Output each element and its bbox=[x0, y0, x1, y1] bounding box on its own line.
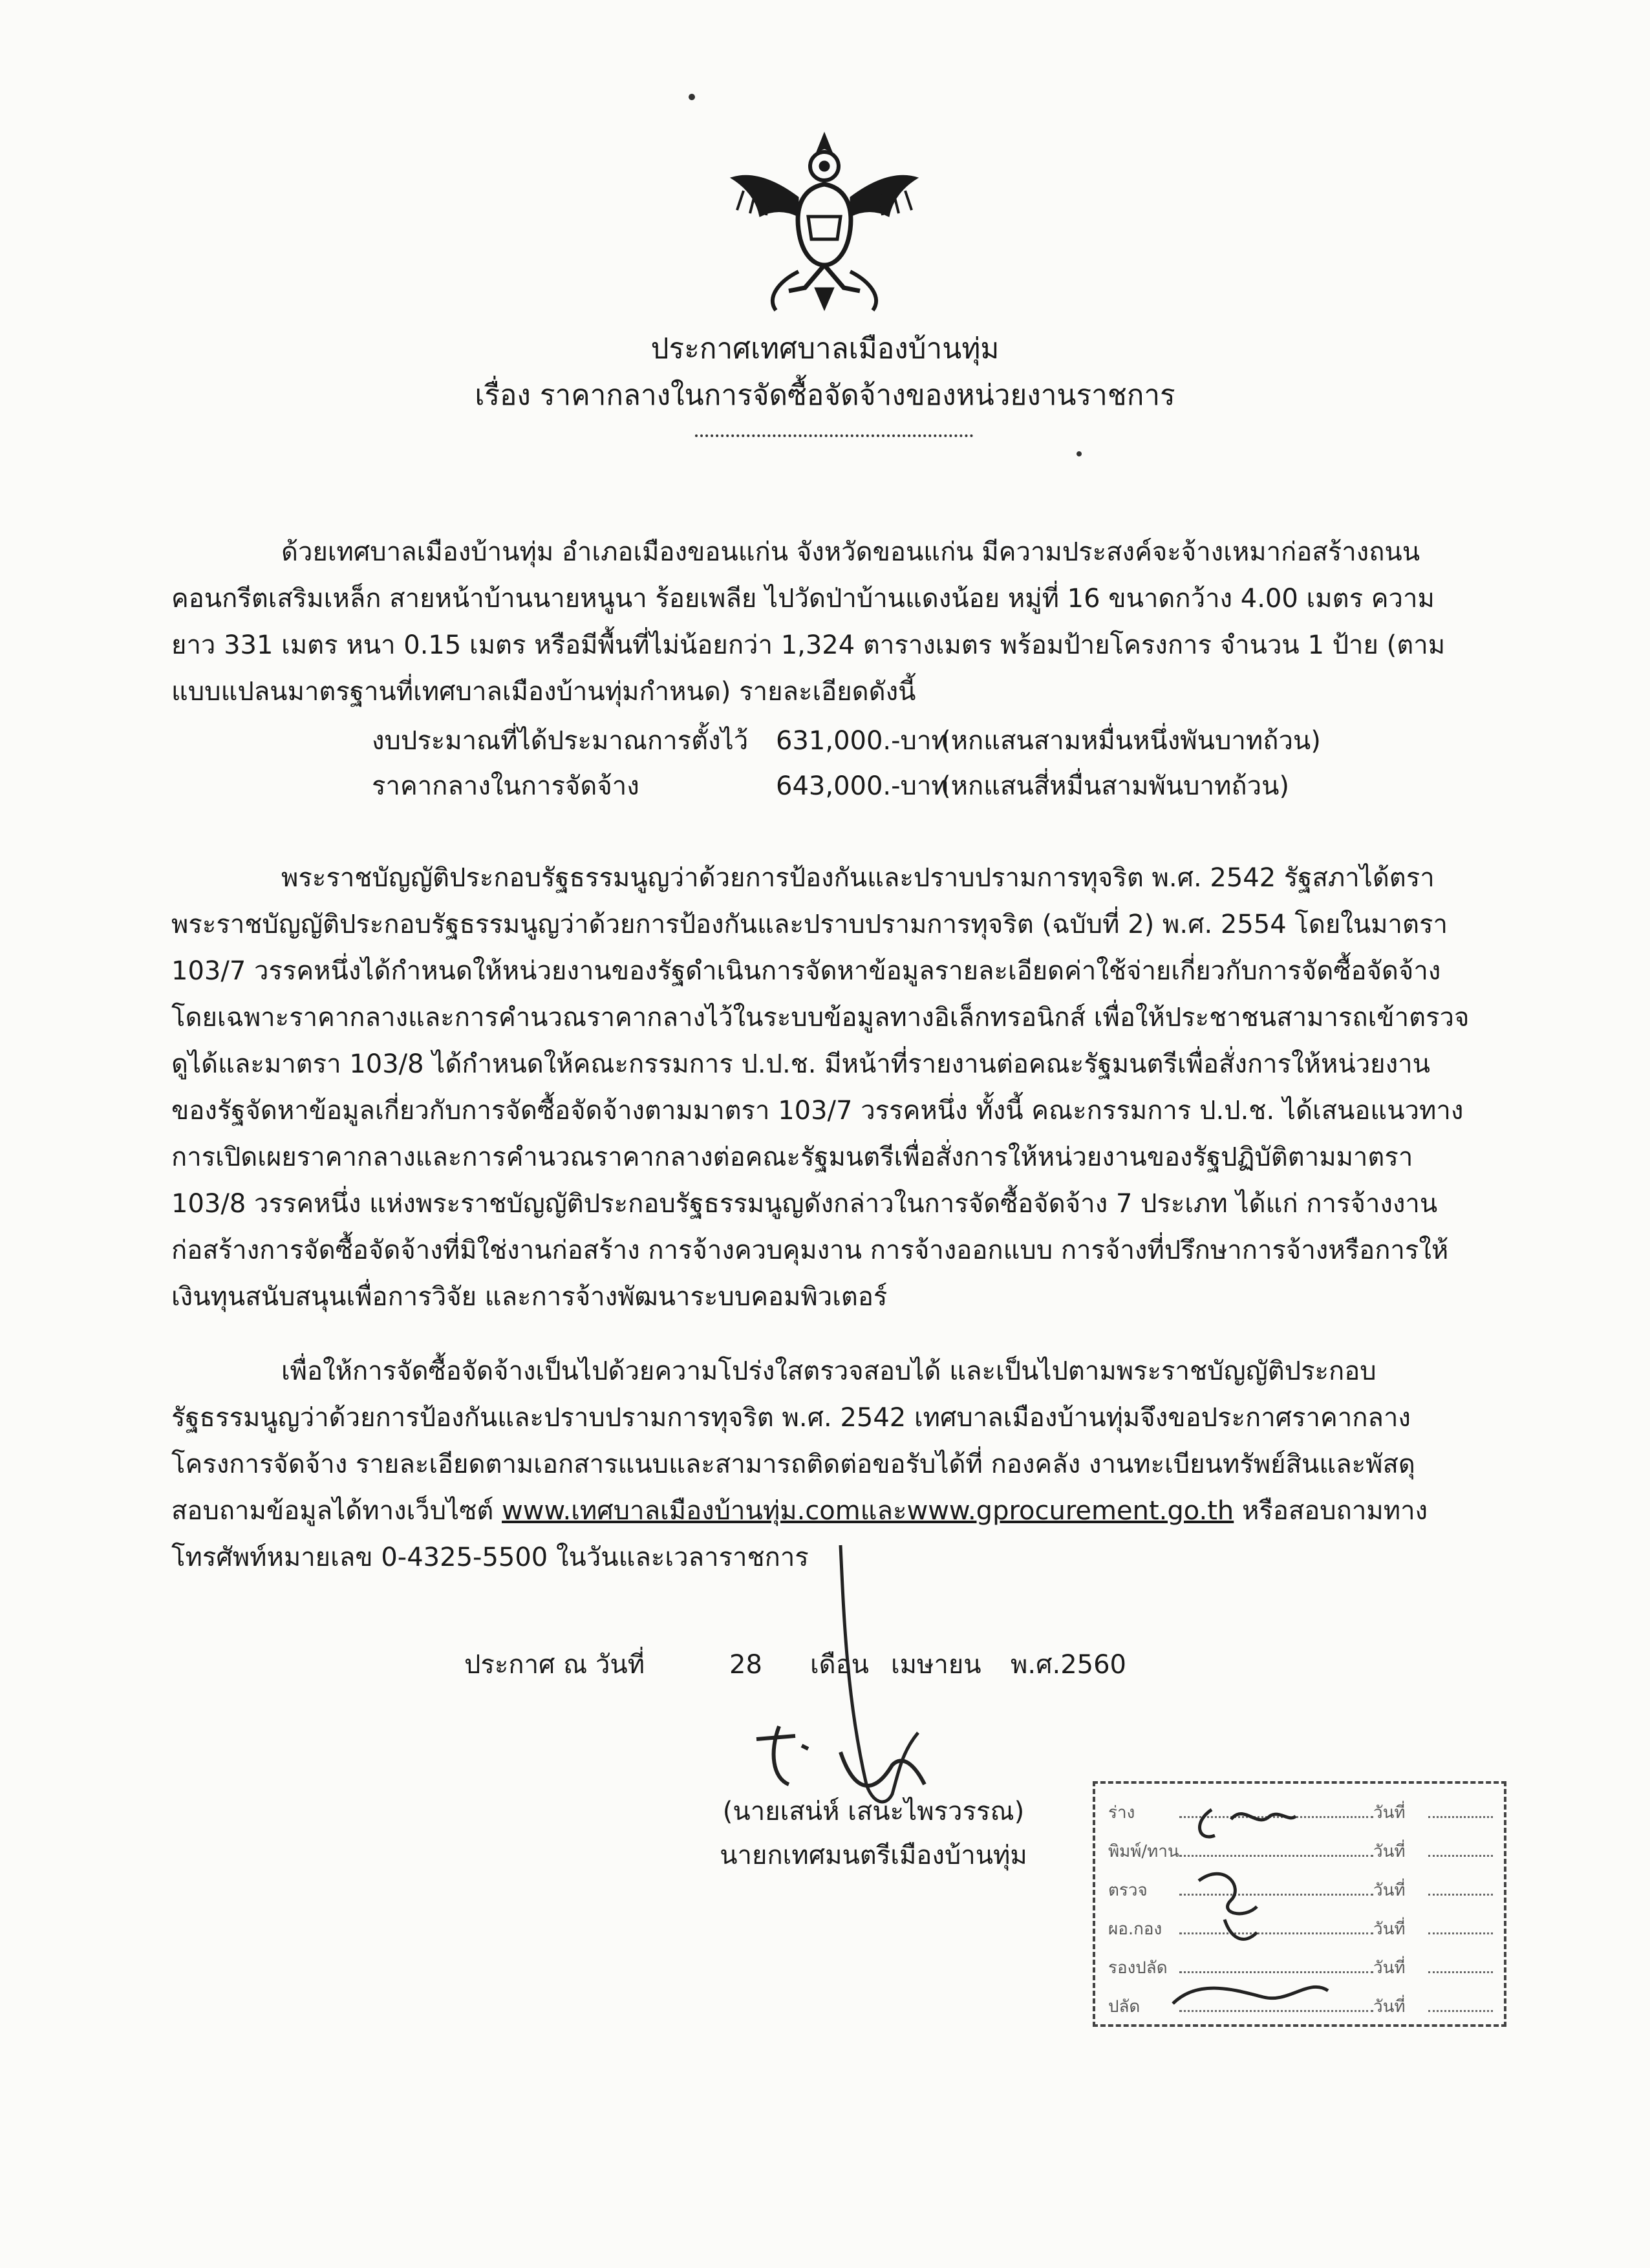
median-price-label: ราคากลางในการจัดจ้าง bbox=[372, 771, 639, 801]
speck bbox=[1077, 451, 1082, 456]
signatory-position: นายกเทศมนตรีเมืองบ้านทุ่ม bbox=[720, 1841, 1027, 1870]
purpose-text-end: หรือสอบถามทางโทรศัพท์หมายเลข 0-4325-5500 ในวันและเวลาราชการ bbox=[171, 1496, 1428, 1572]
budget-label: งบประมาณที่ได้ประมาณการตั้งไว้ bbox=[372, 726, 749, 756]
stamp-role: ปลัด bbox=[1108, 1997, 1141, 2017]
median-price-amount: 643,000.-บาท bbox=[776, 771, 948, 801]
stamp-role: พิมพ์/ทาน bbox=[1108, 1842, 1179, 1861]
purpose-paragraph bbox=[171, 1348, 1471, 1581]
website-link[interactable]: www.เทศบาลเมืองบ้านทุ่ม.comและwww.gprocurement.go.th bbox=[502, 1496, 1234, 1526]
garuda-emblem-icon bbox=[727, 126, 921, 314]
date-label: ประกาศ ณ วันที่ bbox=[464, 1650, 645, 1680]
budget-words: (หกแสนสามหมื่นหนึ่งพันบาทถ้วน) bbox=[941, 726, 1321, 756]
speck bbox=[689, 94, 695, 100]
budget-amount: 631,000.-บาท bbox=[776, 726, 948, 756]
date-month-label: เดือน bbox=[810, 1650, 870, 1680]
stamp-role: ตรวจ bbox=[1108, 1881, 1148, 1900]
law-paragraph: พระราชบัญญัติประกอบรัฐธรรมนูญว่าด้วยการป้องกันและปราบปรามการทุจริต พ.ศ. 2542 รัฐสภาได้ตราพระราชบัญญัติประกอบรัฐธรรมนูญว่าด้วยการป้องกันและปราบปรามการทุจริต (ฉบับที่ 2) พ.ศ. 2554 โดยในมาตรา 103/7 วรรคหนึ่งได้กำหนดให้หน่วยงานของรัฐดำเนินการจัดหาข้อมูลรายละเอียดค่าใช้จ่ายเกี่ยวกับการจัดซื้อจัดจ้างโดยเฉพาะราคากลางและการคำนวณราคากลางไว้ในระบบข้อมูลทางอิเล็กทรอนิกส์ เพื่อให้ประชาชนสามารถเข้าตรวจดูได้และมาตรา 103/8 ได้กำหนดให้คณะกรรมการ ป.ป.ช. มีหน้าที่รายงานต่อคณะรัฐมนตรีเพื่อสั่งการให้หน่วยงานของรัฐจัดหาข้อมูลเกี่ยวกับการจัดซื้อจัดจ้างตามมาตรา 103/7 วรรคหนึ่ง ทั้งนี้ คณะกรรมการ ป.ป.ช. ได้เสนอแนวทางการเปิดเผยราคากลางและการคำนวณราคากลางต่อคณะรัฐมนตรีเพื่อสั่งการให้หน่วยงานของรัฐปฏิบัติตามมาตรา 103/8 วรรคหนึ่ง แห่งพระราชบัญญัติประกอบรัฐธรรมนูญดังกล่าวในการจัดซื้อจัดจ้าง 7 ประเภท ได้แก่ การจ้างงานก่อสร้างการจัดซื้อจัดจ้างที่มิใช่งานก่อสร้าง การจ้างควบคุมงาน การจ้างออกแบบ การจ้างที่ปรึกษาการจ้างหรือการให้เงินทุนสนับสนุนเพื่อการวิจัย และการจ้างพัฒนาระบบคอมพิวเตอร์ bbox=[171, 863, 1470, 1312]
purpose-text: เพื่อให้การจัดซื้อจัดจ้างเป็นไปด้วยความโปร่งใสตรวจสอบได้ และเป็นไปตามพระราชบัญญัติประกอบรัฐธรรมนูญว่าด้วยการป้องกันและปราบปรามการทุจริต พ.ศ. 2542 เทศบาลเมืองบ้านทุ่มจึงขอประกาศราคากลางโครงการจัดจ้าง รายละเอียดตามเอกสารแนบและสามารถติดต่อขอรับได้ที่ กองคลัง งานทะเบียนทรัพย์สินและพัสดุ สอบถามข้อมูลได้ทางเว็บไซต์ bbox=[171, 1356, 1415, 1526]
stamp-date-label: วันที่ bbox=[1373, 1803, 1406, 1823]
announcement-subject: เรื่อง ราคากลางในการจัดซื้อจัดจ้างของหน่วยงานราชการ bbox=[475, 379, 1175, 412]
signatory-name: (นายเสน่ห์ เสนะไพรวรรณ) bbox=[722, 1797, 1025, 1826]
stamp-date-label: วันที่ bbox=[1373, 1920, 1406, 1939]
dateline bbox=[464, 1643, 1126, 1685]
stamp-role: รองปลัด bbox=[1108, 1958, 1168, 1978]
announcement-title: ประกาศเทศบาลเมืองบ้านทุ่ม bbox=[650, 332, 1000, 365]
divider bbox=[695, 434, 973, 437]
approval-stamp bbox=[1093, 1781, 1506, 2027]
stamp-role: ผอ.กอง bbox=[1108, 1920, 1162, 1939]
date-month: เมษายน bbox=[891, 1650, 981, 1680]
stamp-date-label: วันที่ bbox=[1373, 1881, 1406, 1900]
median-price-words: (หกแสนสี่หมื่นสามพันบาทถ้วน) bbox=[941, 771, 1290, 801]
date-day: 28 bbox=[729, 1650, 762, 1680]
stamp-date-label: วันที่ bbox=[1373, 1997, 1406, 2017]
stamp-initials bbox=[1095, 1784, 1509, 2029]
stamp-date-label: วันที่ bbox=[1373, 1842, 1406, 1861]
date-year: พ.ศ.2560 bbox=[1011, 1650, 1126, 1680]
intro-paragraph: ด้วยเทศบาลเมืองบ้านทุ่ม อำเภอเมืองขอนแก่น จังหวัดขอนแก่น มีความประสงค์จะจ้างเหมาก่อสร้างถนนคอนกรีตเสริมเหล็ก สายหน้าบ้านนายหนูนา ร้อยเพลีย ไปวัดป่าบ้านแดงน้อย หมู่ที่ 16 ขนาดกว้าง 4.00 เมตร ความยาว 331 เมตร หนา 0.15 เมตร หรือมีพื้นที่ไม่น้อยกว่า 1,324 ตารางเมตร พร้อมป้ายโครงการ จำนวน 1 ป้าย (ตามแบบแปลนมาตรฐานที่เทศบาลเมืองบ้านทุ่มกำหนด) รายละเอียดดังนี้ bbox=[171, 537, 1446, 707]
mayor-signature bbox=[744, 1700, 938, 1804]
stamp-date-label: วันที่ bbox=[1373, 1958, 1406, 1978]
stamp-role: ร่าง bbox=[1108, 1803, 1135, 1823]
